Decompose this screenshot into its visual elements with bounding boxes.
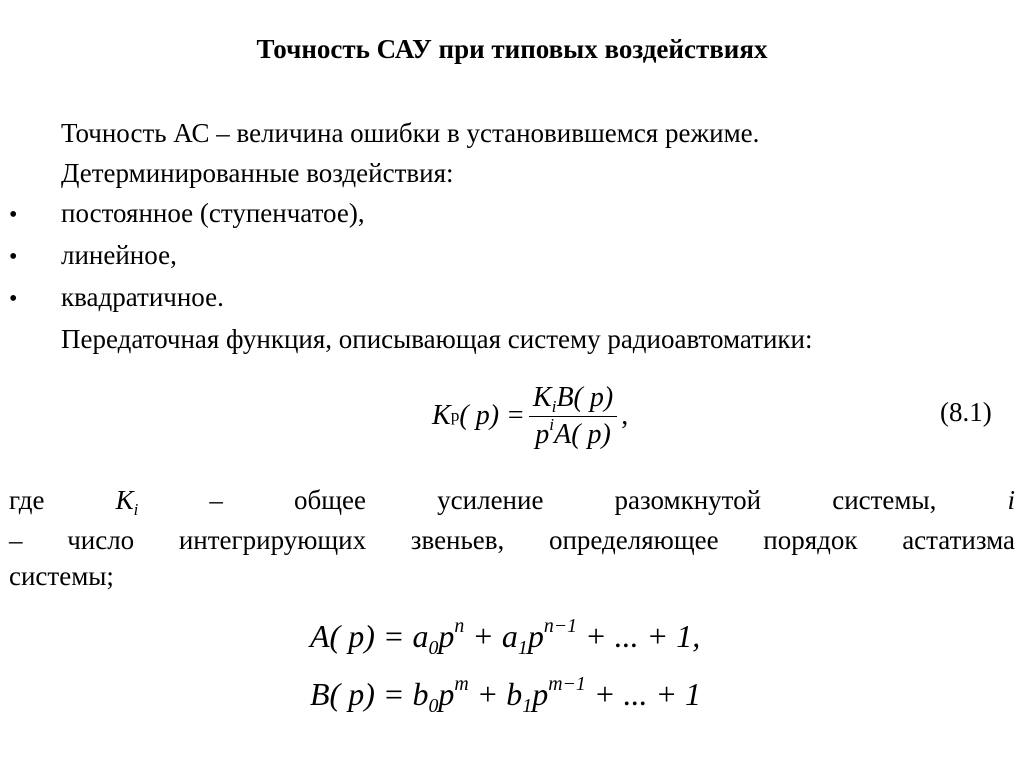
bullet-marker: • <box>9 244 18 270</box>
transfer-function-intro: Передаточная функция, описывающая систему радиоавтоматики: <box>61 324 813 354</box>
eq-denominator: $p^iA$( p) <box>535 414 611 450</box>
equation-8-1: K р ( p) = $\frac{K_iB( p)}{p^iA( p)}$ , <box>432 381 629 450</box>
slide-title: Точность САУ при типовых воздействиях <box>256 34 768 64</box>
polynomial-B: B( $p) = b_0p^m + b_1p^{m-1}$ + ... + 1 <box>310 673 702 717</box>
explanation-line-2: – число интегрирующих звеньев, определяющее порядок астатизма <box>9 525 1015 555</box>
explanation-line-1: где $K_i$ – общее усиление разомкнутой системы, i <box>9 485 1016 519</box>
accuracy-definition: Точность АС – величина ошибки в установившемся режиме. <box>61 118 760 148</box>
eq-comma: , <box>621 400 629 431</box>
eq-numerator: $K_iB$( p) <box>529 382 617 417</box>
equation-number: (8.1) <box>940 397 992 427</box>
bullet-item-step: постоянное (ступенчатое), <box>61 198 365 228</box>
bullet-item-quadratic: квадратичное. <box>61 282 224 312</box>
eq-lhs-arg: ( p) = <box>459 400 525 431</box>
deterministic-actions-heading: Детерминированные воздействия: <box>61 158 454 188</box>
eq-fraction <box>529 382 617 451</box>
polynomial-A: A( $p) = a_0p^n + a_1p^{n-1}$ + ... + 1, <box>310 615 701 659</box>
explanation-line-3: системы; <box>9 561 114 591</box>
bullet-item-linear: линейное, <box>61 240 177 270</box>
eq-K: K <box>432 400 451 431</box>
bullet-marker: • <box>9 202 18 228</box>
bullet-marker: • <box>9 286 18 312</box>
